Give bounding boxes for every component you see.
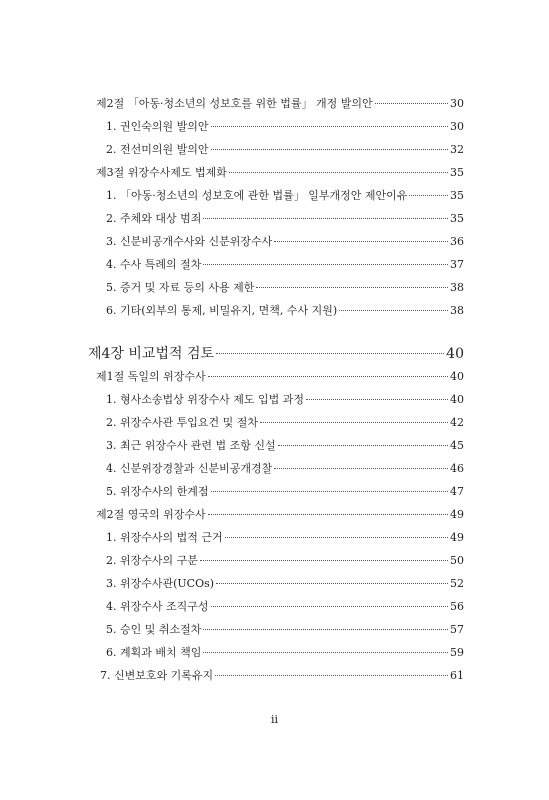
toc-entry-page: 36 — [450, 235, 464, 248]
toc-entry-page: 38 — [450, 281, 464, 294]
toc-entry-title: 제2절 영국의 위장수사 — [96, 508, 206, 521]
toc-entry — [96, 97, 464, 111]
dot-leader — [274, 241, 448, 242]
toc-entry-title: 1. 형사소송법상 위장수사 제도 입법 과정 — [106, 393, 304, 406]
toc-entry-page: 59 — [450, 646, 464, 659]
toc-entry — [96, 166, 464, 180]
toc-entry-page: 57 — [450, 623, 464, 636]
dot-leader — [278, 445, 448, 446]
dot-leader — [208, 514, 448, 515]
toc-chapter-entry — [88, 345, 464, 363]
toc-entry-page: 46 — [450, 462, 464, 475]
dot-leader — [211, 606, 449, 607]
toc-entry-title: 4. 위장수사 조직구성 — [106, 600, 209, 613]
dot-leader — [203, 218, 448, 219]
toc-entry — [96, 370, 464, 384]
toc-entry — [106, 189, 464, 203]
toc-entry-page: 40 — [446, 346, 464, 362]
dot-leader — [256, 287, 448, 288]
toc-entry-page: 47 — [450, 485, 464, 498]
dot-leader — [260, 422, 448, 423]
dot-leader — [215, 675, 448, 676]
toc-entry-page: 40 — [450, 370, 464, 383]
toc-entry — [106, 120, 464, 134]
toc-entry-page: 50 — [450, 554, 464, 567]
toc-entry — [96, 508, 464, 522]
toc-entry — [106, 439, 464, 453]
dot-leader — [216, 353, 444, 354]
toc-entry — [106, 600, 464, 614]
toc-entry-title: 제3절 위장수사제도 법제화 — [96, 166, 227, 179]
toc-entry-page: 49 — [450, 508, 464, 521]
toc-entry-title: 3. 최근 위장수사 관련 법 조항 신설 — [106, 439, 276, 452]
toc-entry — [106, 485, 464, 499]
dot-leader — [306, 399, 448, 400]
toc-entry-page: 42 — [450, 416, 464, 429]
dot-leader — [208, 376, 448, 377]
toc-entry-title: 2. 위장수사관 투입요건 및 절차 — [106, 416, 258, 429]
toc-entry-title: 4. 수사 특례의 절차 — [106, 258, 202, 271]
toc-entry — [106, 416, 464, 430]
toc-entry — [106, 462, 464, 476]
toc-entry-title: 3. 위장수사관(UCOs) — [106, 577, 215, 590]
toc-entry — [106, 554, 464, 568]
toc-entry-title: 제1절 독일의 위장수사 — [96, 370, 206, 383]
toc-entry-page: 40 — [450, 393, 464, 406]
toc-entry-title: 제2절 「아동·청소년의 성보호를 위한 법률」 개정 발의안 — [96, 97, 373, 110]
toc-entry — [106, 623, 464, 637]
toc-entry — [106, 393, 464, 407]
toc-entry-page: 45 — [450, 439, 464, 452]
toc-entry — [106, 304, 464, 318]
toc-entry-page: 38 — [450, 304, 464, 317]
toc-entry-title: 4. 신분위장경찰과 신분비공개경찰 — [106, 462, 273, 475]
dot-leader — [225, 537, 448, 538]
toc-entry-title: 1. 위장수사의 법적 근거 — [106, 531, 223, 544]
toc-entry — [106, 235, 464, 249]
toc-entry-page: 35 — [450, 166, 464, 179]
toc-entry — [106, 646, 464, 660]
toc-entry-page: 32 — [450, 143, 464, 156]
toc-entry — [106, 212, 464, 226]
toc-entry — [106, 143, 464, 157]
toc-entry-page: 37 — [450, 258, 464, 271]
toc-entry-page: 35 — [450, 212, 464, 225]
toc-entry-title: 제4장 비교법적 검토 — [88, 346, 214, 362]
dot-leader — [211, 491, 449, 492]
toc-entry-title: 6. 기타(외부의 통제, 비밀유지, 면책, 수사 지원) — [106, 304, 338, 317]
toc-entry-title: 6. 계획과 배치 책임 — [106, 646, 202, 659]
toc-entry-page: 52 — [450, 577, 464, 590]
toc-entry-page: 30 — [450, 97, 464, 110]
dot-leader — [375, 103, 448, 104]
dot-leader — [200, 560, 448, 561]
toc-entry — [106, 258, 464, 272]
page-number: ii — [270, 713, 279, 726]
toc-entry-title: 7. 신변보호와 기록유지 — [100, 669, 214, 682]
toc-entry-title: 2. 전선미의원 발의안 — [106, 143, 209, 156]
dot-leader — [229, 172, 448, 173]
toc-entry-title: 2. 위장수사의 구분 — [106, 554, 198, 567]
toc-entry-page: 61 — [450, 669, 464, 682]
toc-entry-title: 3. 신분비공개수사와 신분위장수사 — [106, 235, 273, 248]
dot-leader — [203, 629, 448, 630]
dot-leader — [339, 310, 448, 311]
toc-entry-page: 49 — [450, 531, 464, 544]
toc-entry — [100, 669, 464, 683]
dot-leader — [274, 468, 448, 469]
toc-entry-title: 2. 주체와 대상 범죄 — [106, 212, 202, 225]
dot-leader — [409, 195, 448, 196]
dot-leader — [211, 126, 449, 127]
toc-entry — [106, 577, 464, 591]
dot-leader — [211, 149, 449, 150]
toc-entry — [106, 531, 464, 545]
toc-entry-title: 1. 권인숙의원 발의안 — [106, 120, 209, 133]
dot-leader — [203, 264, 448, 265]
toc-entry-title: 5. 증거 및 자료 등의 사용 제한 — [106, 281, 255, 294]
toc-entry-title: 5. 위장수사의 한계점 — [106, 485, 209, 498]
toc-entry-page: 35 — [450, 189, 464, 202]
toc-entry — [106, 281, 464, 295]
toc-entry-page: 30 — [450, 120, 464, 133]
toc-entry-page: 56 — [450, 600, 464, 613]
toc-entry-title: 5. 승인 및 취소절차 — [106, 623, 202, 636]
toc-entry-title: 1. 「아동·청소년의 성보호에 관한 법률」 일부개정안 제안이유 — [106, 189, 408, 202]
dot-leader — [216, 583, 448, 584]
dot-leader — [203, 652, 448, 653]
